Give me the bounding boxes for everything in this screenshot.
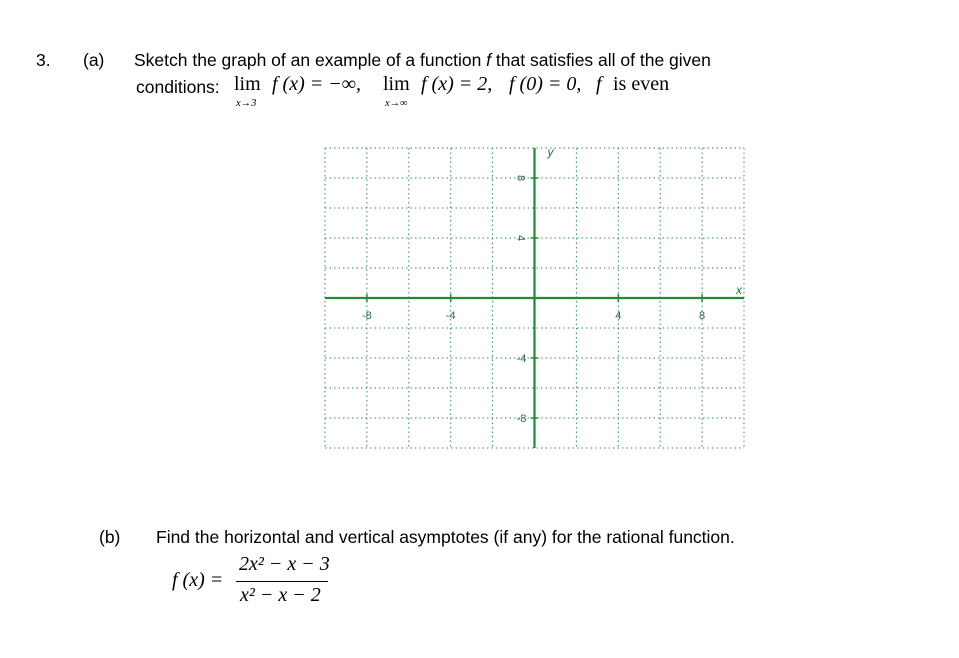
lim-text: lim [383,73,410,95]
fraction-denominator: x² − x − 2 [240,584,321,606]
x-axis-label: x [736,283,742,297]
x-tick-label: 4 [615,310,622,322]
limit-expression: f (x) = 2, [421,73,493,95]
limit-expression: f (x) = −∞, [272,73,362,95]
x-tick-label: -4 [445,310,456,322]
coordinate-grid[interactable] [320,140,750,460]
fraction-numerator: 2x² − x − 3 [239,553,330,575]
y-tick-label: -8 [516,413,527,425]
condition-even-f: f [596,73,602,95]
y-tick-label: 4 [514,234,527,242]
y-tick-label: 8 [514,174,527,182]
part-b-text: Find the horizontal and vertical asymptotes (if any) for the rational function. [156,527,735,547]
part-a-label: (a) [83,50,105,70]
lim-subscript: x→∞ [385,98,408,109]
condition-f-of-zero: f (0) = 0, [509,73,582,95]
lim-subscript: x→3 [236,98,257,109]
x-tick-label: -8 [362,310,372,322]
conditions-label: conditions: [136,77,220,97]
condition-even-text: is even [613,73,670,95]
x-tick-label: 8 [699,310,706,322]
part-a-line1-text: Sketch the graph of an example of a function [134,50,487,70]
problem-number: 3. [36,50,51,70]
lim-text: lim [234,73,261,95]
function-f-italic: f [486,50,492,70]
part-b-label: (b) [99,527,121,547]
part-a-line1-end: that satisfies all of the given [491,50,711,70]
part-a-line1 [134,50,711,71]
y-axis-label: y [547,145,554,159]
fraction-bar [236,581,328,582]
rational-function-lhs: f (x) = [172,569,224,591]
y-tick-label: -4 [516,353,527,365]
